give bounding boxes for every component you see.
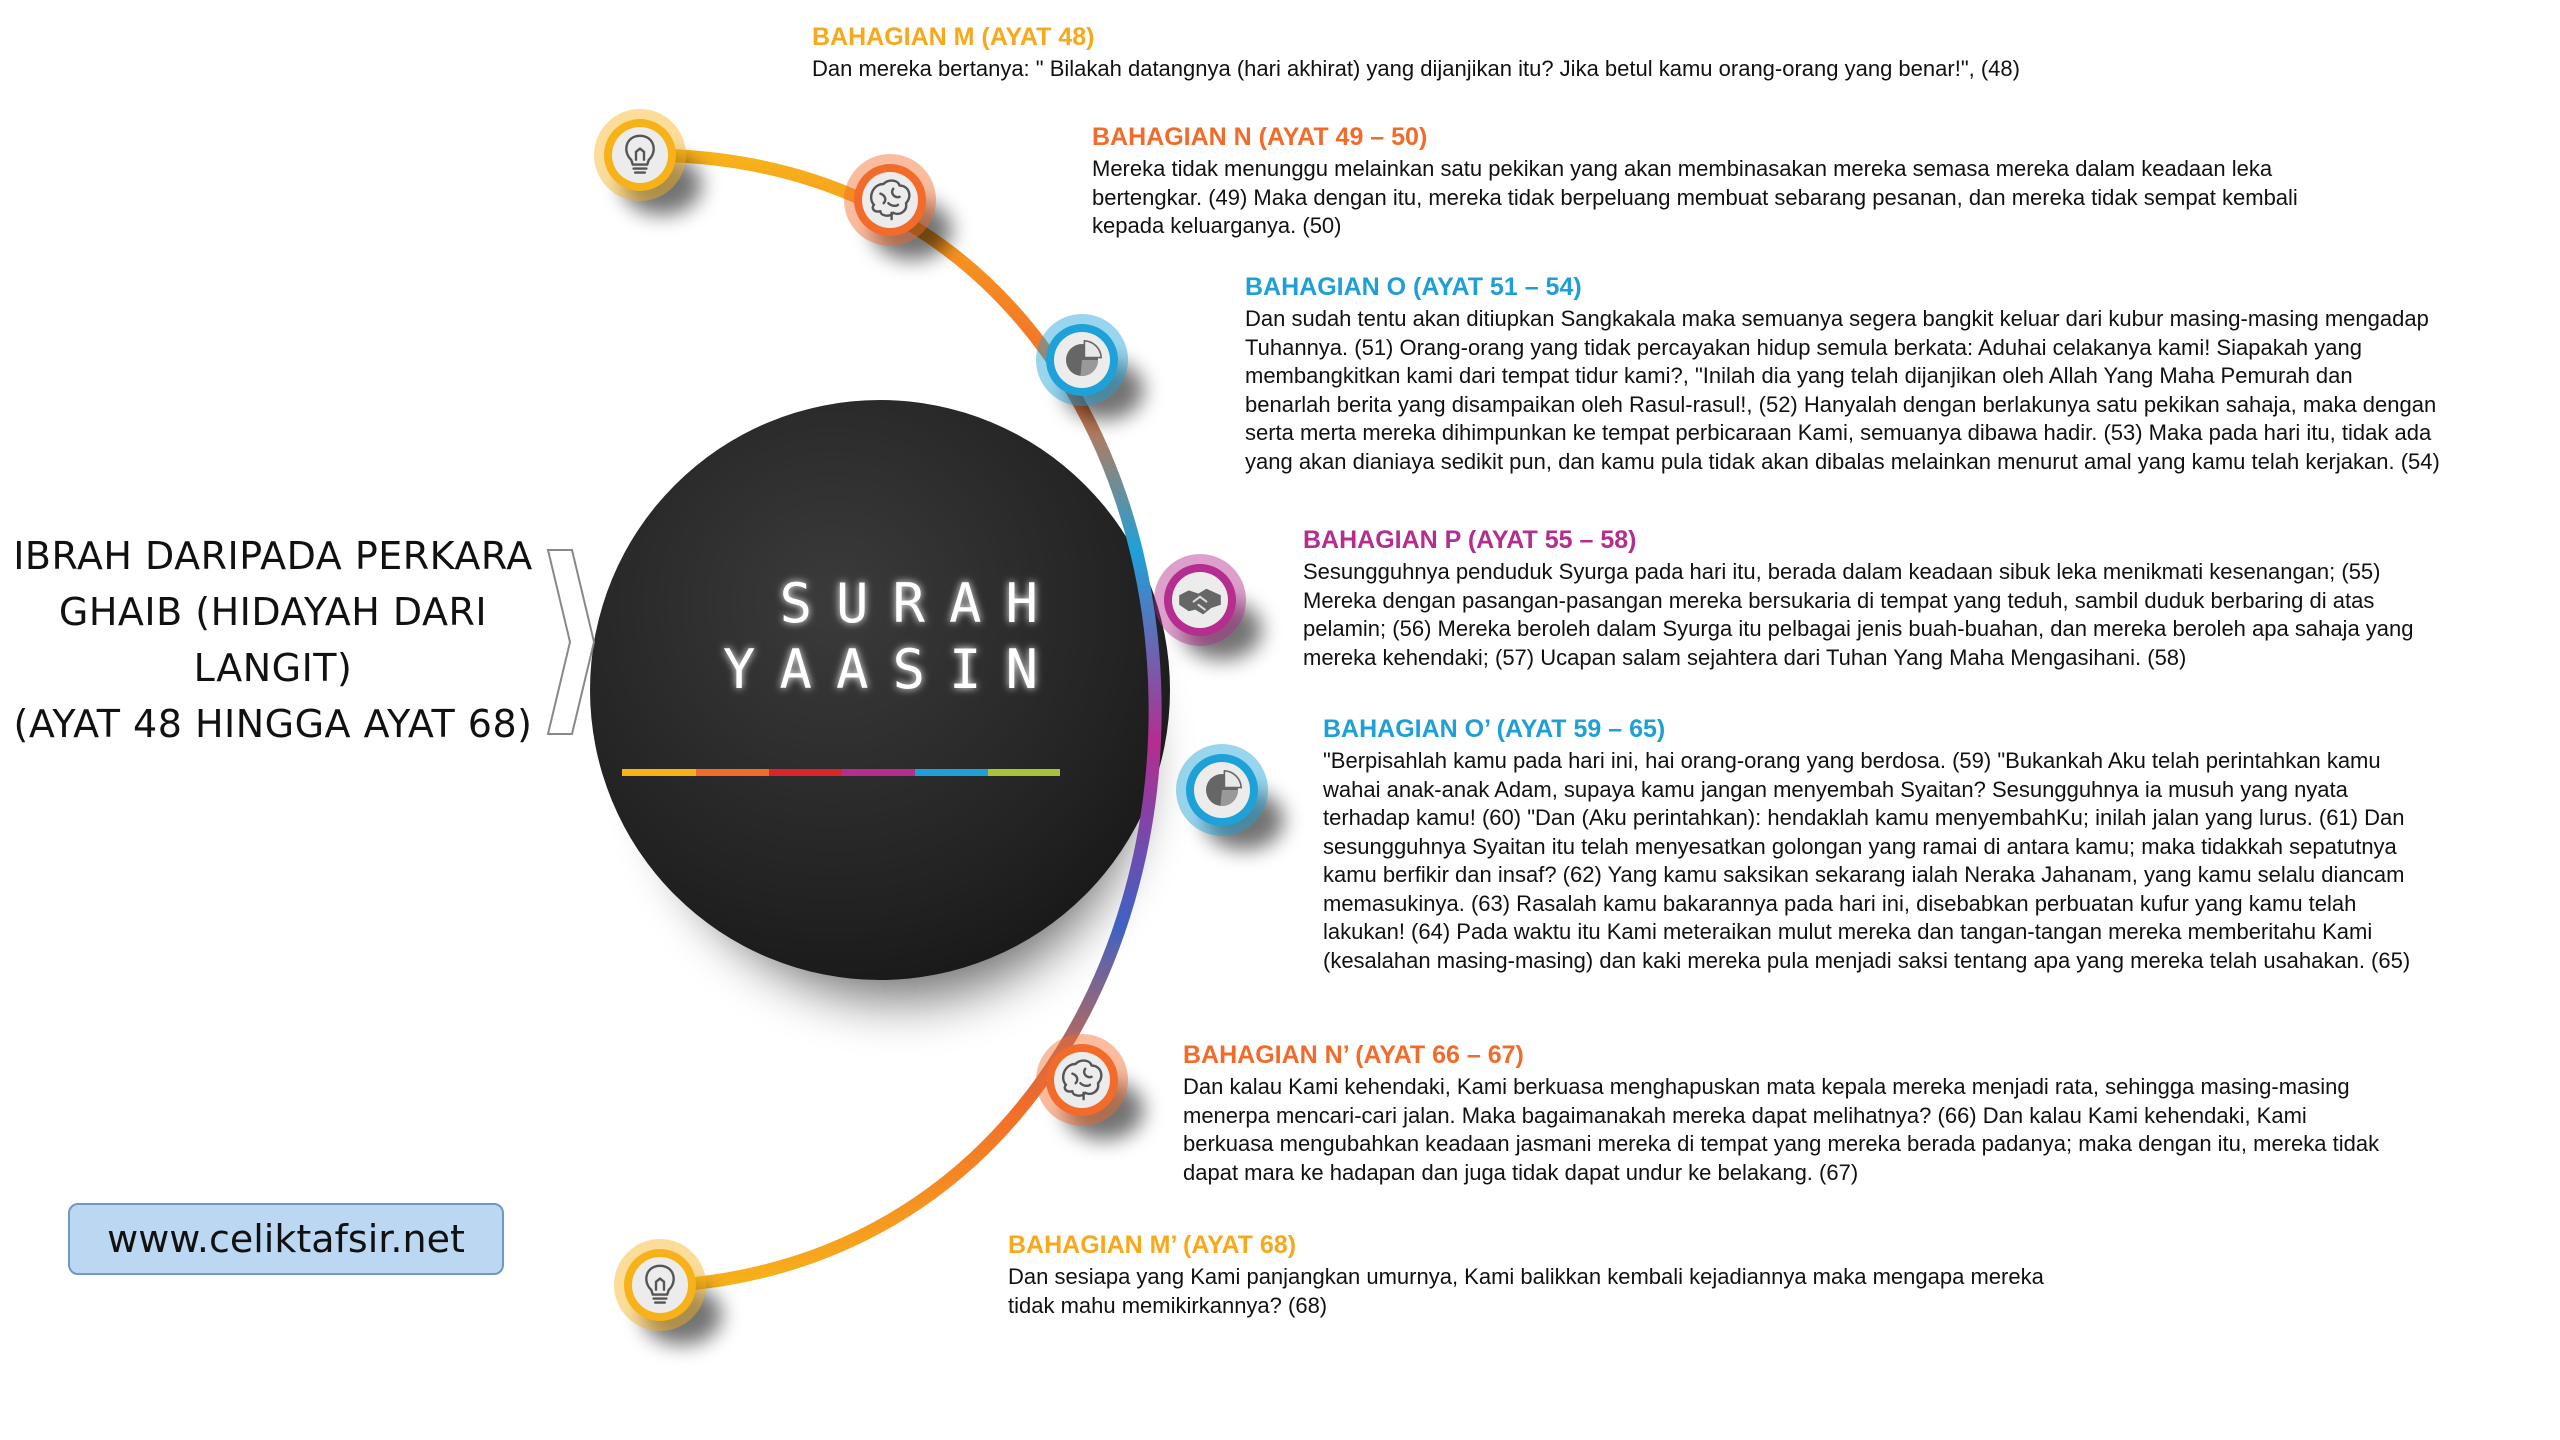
section-text-line: wahai anak-anak Adam, supaya kamu jangan menyembah Syaitan? Sesungguhnya ia musuh yang nyata	[1323, 776, 2348, 802]
section-text-line: Mereka dengan pasangan-pasangan mereka bersukaria di tempat yang teduh, sambil duduk berbaring di atas	[1303, 587, 2375, 613]
color-strip	[622, 769, 1060, 776]
section-text-line: benarlah berita yang disampaikan oleh Rasul-rasul!, (52) Hanyalah dengan berlakunya satu pekikan sahaja, maka dengan	[1245, 391, 2437, 417]
section-text-line: mereka kehendaki; (57) Ucapan salam sejahtera dari Tuhan Yang Maha Mengasihani. (58)	[1303, 644, 2187, 670]
section-text-line: Sesungguhnya penduduk Syurga pada hari itu, berada dalam keadaan sibuk leka menikmati kesenangan; (55)	[1303, 559, 2381, 584]
arc-node	[1036, 1034, 1144, 1140]
section-text-line: terhadap kamu! (60) "Dan (Aku perintahkan): hendaklah kamu menyembahKu; inilah jalan yang lurus. (61) Dan	[1323, 805, 2405, 830]
section-title: BAHAGIAN M’ (AYAT 68)	[1008, 1231, 1297, 1259]
section-text-line: kamu berfikir dan insaf? (62) Yang kamu saksikan sekarang ialah Neraka Jahanam, yang kamu selalu diancam	[1323, 862, 2405, 887]
section-text-line: Dan sesiapa yang Kami panjangkan umurnya, Kami balikkan kembali kejadiannya maka mengapa mereka	[1008, 1264, 2044, 1289]
section-text-line: lakukan! (64) Pada waktu itu Kami meteraikan mulut mereka dan tangan-tangan mereka memberitahu Kami	[1323, 919, 2373, 944]
section	[1183, 1040, 2379, 1187]
section-text-line: yang akan dianiaya sedikit pun, dan kamu pula tidak akan dibalas melainkan menurut amal yang kamu telah kerjakan. (54)	[1245, 448, 2440, 474]
section-text-line: (kesalahan masing-masing) dan kaki mereka pula menjadi saksi tentang apa yang mereka telah usahakan. (65)	[1323, 947, 2411, 973]
section-text-line: serta merta mereka dihimpunkan ke tempat perbicaraan Kami, semuanya dibawa hadir. (53) Maka pada hari itu, tidak ada	[1245, 420, 2432, 445]
main-title-line: GHAIB (HIDAYAH DARI	[58, 590, 488, 634]
section-text-line: Dan sudah tentu akan ditiupkan Sangkakala maka semuanya segera bangkit keluar dari kubur masing-masing mengadap	[1245, 306, 2429, 331]
arc-node	[1176, 744, 1284, 850]
arc-node	[1154, 554, 1262, 660]
section-text-line: memasukinya. (63) Rasalah kamu bakarannya pada hari ini, disebabkan perbuatan kufur yang kamu telah	[1323, 890, 2357, 916]
section	[1008, 1230, 2044, 1320]
arc-node	[844, 154, 952, 260]
arc-node	[594, 109, 702, 215]
arc-node	[1036, 314, 1144, 420]
section-text-line: tidak mahu memikirkannya? (68)	[1008, 1292, 1328, 1318]
section	[1245, 272, 2440, 476]
section-title: BAHAGIAN N’ (AYAT 66 – 67)	[1183, 1041, 1524, 1069]
center-title-line2: YAASIN	[722, 638, 1062, 701]
main-title	[0, 528, 546, 752]
section-text-line: berkuasa mengubahkan keadaan jasmani mereka di tempat yang mereka berada padanya; maka dengan itu, mereka tidak	[1183, 1131, 2380, 1156]
main-title-line: LANGIT)	[193, 646, 353, 690]
section-title: BAHAGIAN N (AYAT 49 – 50)	[1092, 123, 1428, 151]
chevron-icon	[548, 550, 594, 734]
section-text-line: menerpa mencari-cari jalan. Maka bagaimanakah mereka dapat melihatnya? (66) Dan kalau Kami kehendaki, Kami	[1183, 1102, 2307, 1128]
section-text-line: dapat mara ke hadapan dan juga tidak dapat undur ke belakang. (67)	[1183, 1159, 1859, 1185]
section	[812, 22, 2020, 84]
section-text-line: kepada keluarganya. (50)	[1092, 213, 1342, 238]
section-text-line: "Berpisahlah kamu pada hari ini, hai orang-orang yang berdosa. (59) "Bukankah Aku telah perintahkan kamu	[1323, 748, 2381, 773]
section-text-line: pelamin; (56) Mereka beroleh dalam Syurga itu pelbagai jenis buah-buahan, dan mereka beroleh apa sahaja yang	[1303, 616, 2414, 641]
section-title: BAHAGIAN O’ (AYAT 59 – 65)	[1323, 715, 1666, 743]
center-title-line1: SURAH	[779, 572, 1062, 635]
section-text-line: Dan mereka bertanya: " Bilakah datangnya (hari akhirat) yang dijanjikan itu? Jika betul kamu orang-orang yang benar!", (48)	[812, 56, 2020, 81]
section-text-line: bertengkar. (49) Maka dengan itu, mereka tidak berpeluang membuat sebarang pesanan, dan mereka tidak sempat kembali	[1092, 184, 2298, 210]
section	[1303, 525, 2414, 672]
section	[1092, 122, 2298, 241]
section-title: BAHAGIAN M (AYAT 48)	[812, 23, 1095, 51]
section-text-line: membangkitkan kami dari tempat tidur kami?, "Inilah dia yang telah dijanjikan oleh Allah Yang Maha Pemurah dan	[1245, 363, 2353, 388]
section	[1323, 714, 2410, 975]
section-title: BAHAGIAN O (AYAT 51 – 54)	[1245, 273, 1582, 301]
arc-node	[614, 1239, 722, 1345]
section-text-line: Mereka tidak menunggu melainkan satu pekikan yang akan membinasakan mereka semasa mereka dalam keadaan leka	[1092, 156, 2273, 181]
website-label: www.celiktafsir.net	[68, 1203, 504, 1275]
section-text-line: Dan kalau Kami kehendaki, Kami berkuasa menghapuskan mata kepala mereka menjadi rata, sehingga masing-masing	[1183, 1074, 2350, 1099]
main-title-line: (AYAT 48 HINGGA AYAT 68)	[13, 702, 533, 746]
section-text-line: sesungguhnya Syaitan itu telah menyesatkan golongan yang ramai di antara kamu; maka tidakkah sepatutnya	[1323, 833, 2397, 859]
section-title: BAHAGIAN P (AYAT 55 – 58)	[1303, 526, 1637, 554]
main-title-line: IBRAH DARIPADA PERKARA	[13, 534, 533, 578]
section-text-line: Tuhannya. (51) Orang-orang yang tidak percayakan hidup semula berkata: Aduhai celakanya kami! Siapakah yang	[1245, 334, 2362, 360]
